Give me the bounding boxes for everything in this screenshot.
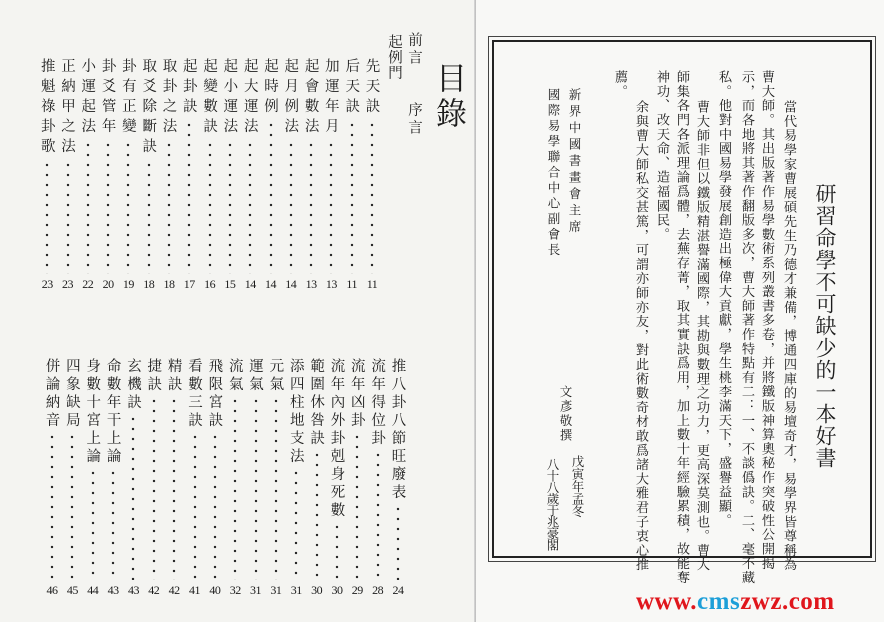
toc-entry-label: 流年內外卦剋身死數: [328, 358, 345, 520]
toc-entry-label: 加運年月: [322, 58, 339, 138]
toc-page-number: 31: [250, 583, 262, 597]
toc-leader-dots: [172, 396, 176, 580]
article-title: 研習命學不可缺少的一本好書: [813, 183, 837, 469]
toc-preface-foreword[interactable]: 前言: [406, 32, 422, 67]
toc-page-number: 43: [107, 583, 119, 597]
toc-entry[interactable]: [226, 358, 244, 598]
toc-entry-label: 起小運法: [221, 58, 238, 138]
toc-leader-dots: [45, 160, 49, 274]
toc-page-number: 32: [229, 583, 241, 597]
toc-leader-dots: [213, 432, 217, 580]
toc-leader-dots: [50, 432, 54, 580]
toc-page-number: 41: [189, 583, 200, 597]
toc-entry-label: 推魁祿卦歌: [38, 58, 55, 158]
signature-date: 戊寅年孟冬: [570, 455, 585, 518]
toc-entry-label: 先天訣: [363, 58, 380, 118]
toc-page-number: 30: [331, 583, 343, 597]
toc-entry[interactable]: [389, 358, 407, 598]
toc-section-heading: 起例門: [386, 34, 402, 81]
toc-page-number: 20: [102, 277, 114, 291]
toc-entry-label: 起時例: [262, 58, 278, 118]
toc-entry-label: 推八卦八節旺廢表: [389, 358, 406, 502]
toc-entry[interactable]: [59, 58, 77, 292]
toc-entry[interactable]: [79, 58, 97, 292]
toc-entry-label: 卦爻管年: [99, 58, 116, 138]
toc-leader-dots: [350, 120, 354, 274]
toc-leader-dots: [187, 120, 191, 274]
toc-entry[interactable]: [84, 358, 102, 598]
toc-leader-dots: [228, 140, 232, 274]
toc-leader-dots: [66, 160, 70, 274]
toc-entry[interactable]: [104, 358, 122, 598]
toc-page-number: 28: [372, 583, 384, 597]
toc-page-number: 22: [82, 277, 94, 291]
toc-page-number: 13: [325, 277, 337, 291]
toc-entry[interactable]: [63, 358, 81, 598]
toc-entry-label: 后天訣: [343, 58, 360, 118]
toc-entry-label: 正納甲之法: [59, 58, 75, 158]
toc-entry-label: 添四柱地支法: [287, 358, 304, 466]
toc-entry-label: 捷訣: [145, 358, 162, 394]
toc-page-number: 43: [127, 583, 139, 597]
toc-entry-label: 飛限宮訣: [206, 358, 223, 430]
toc-leader-dots: [335, 522, 339, 580]
toc-page-number: 13: [305, 277, 317, 291]
toc-page-number: 16: [204, 277, 216, 291]
toc-leader-dots: [208, 140, 212, 274]
toc-leader-dots: [131, 414, 135, 580]
toc-title: 目錄: [430, 62, 466, 132]
toc-entry-label: 取爻除斷訣: [140, 58, 157, 158]
watermark: [636, 588, 835, 616]
toc-leader-dots: [370, 120, 374, 274]
toc-entry-label: 流年凶卦: [348, 358, 365, 430]
toc-entry-label: 元氣: [267, 358, 284, 394]
toc-entry[interactable]: [348, 358, 366, 598]
toc-leader-dots: [396, 504, 400, 580]
toc-entry-label: 命數年干上論: [104, 358, 121, 466]
toc-leader-dots: [126, 140, 130, 274]
toc-page-number: 24: [392, 583, 404, 597]
toc-leader-dots: [269, 120, 273, 274]
toc-leader-dots: [376, 450, 380, 580]
toc-leader-dots: [294, 468, 298, 580]
article-paragraph-column: 師集各門各派理論爲體，去蕪存菁，取其實訣爲用，加上數十年經驗累積，故能奪: [674, 70, 689, 585]
toc-entry-label: 起會數法: [302, 58, 319, 138]
article-paragraph-column: 薦。: [612, 70, 627, 99]
toc-leader-dots: [254, 396, 258, 580]
toc-page-number: 23: [41, 277, 53, 291]
toc-entry[interactable]: [328, 358, 346, 598]
toc-entry[interactable]: [99, 58, 117, 292]
toc-entry[interactable]: [206, 358, 224, 598]
toc-entry-label: 起月例法: [282, 58, 299, 138]
toc-leader-dots: [193, 432, 197, 580]
toc-page-number: 11: [366, 277, 378, 291]
toc-page-number: 46: [46, 583, 58, 597]
toc-leader-dots: [289, 140, 293, 274]
toc-page-number: 14: [285, 277, 297, 291]
watermark-prefix: www.: [636, 588, 698, 615]
article-paragraph-column: 余與曹大師私交甚篤，可謂亦師亦友，對此術數奇材敢爲諸大雅君子衷心推: [633, 100, 648, 572]
toc-leader-dots: [233, 396, 237, 580]
watermark-mid: cms: [697, 588, 741, 615]
toc-entry-label: 卦有正變: [119, 58, 136, 138]
toc-entry-label: 起卦訣: [180, 58, 197, 118]
toc-entry-label: 範圍休咎訣: [308, 358, 325, 448]
article-paragraph-column: 示，而各地將其著作翻版多次，曹大師著作特點有二：一、不談僞訣。二、毫不藏: [739, 70, 754, 585]
toc-leader-dots: [152, 396, 156, 580]
toc-leader-dots: [91, 468, 95, 580]
toc-page-number: 11: [346, 277, 357, 291]
toc-entry[interactable]: [119, 58, 137, 292]
article-paragraph-column: 神功、改天命、造福國民。: [654, 70, 669, 242]
toc-leader-dots: [248, 140, 252, 274]
toc-page-number: 14: [265, 277, 276, 291]
toc-page-number: 14: [244, 277, 256, 291]
toc-page-number: 29: [351, 583, 363, 597]
toc-entry[interactable]: [363, 58, 381, 292]
toc-page-number: 19: [122, 277, 134, 291]
article-paragraph-column: 曹大師非但以鐵版精湛譽滿國際，其勘與數理之功力，更高深莫測也。曹大: [694, 100, 709, 572]
toc-page-number: 15: [224, 277, 236, 291]
toc-leader-dots: [274, 396, 278, 580]
toc-entry-label: 玄機訣: [124, 358, 141, 412]
toc-leader-dots: [329, 140, 333, 274]
article-paragraph-column: 曹大師。其出版著作易學數術系列叢書多卷，并將鐵版神算奧秘作突破性公開揭: [759, 70, 774, 571]
toc-entry[interactable]: [241, 58, 259, 292]
toc-entry-label: 運氣: [247, 358, 264, 394]
toc-page-number: 30: [311, 583, 323, 597]
toc-leader-dots: [355, 432, 359, 580]
toc-entry[interactable]: [180, 58, 198, 292]
toc-page-number: 18: [143, 277, 155, 291]
toc-entry[interactable]: [165, 358, 183, 598]
toc-page-number: 42: [148, 583, 160, 597]
watermark-suffix: zwz.com: [740, 588, 835, 615]
toc-entry-label: 併論納音: [43, 358, 60, 430]
toc-preface-preface[interactable]: 序言: [406, 102, 422, 137]
signature-place: 八十八歲于兆豪閣: [545, 458, 560, 550]
toc-leader-dots: [309, 140, 313, 274]
toc-leader-dots: [147, 160, 151, 274]
toc-entry-label: 起變數訣: [201, 58, 218, 138]
toc-entry[interactable]: [262, 58, 280, 292]
toc-leader-dots: [167, 140, 171, 274]
toc-page-number: 18: [163, 277, 175, 291]
toc-entry-label: 看數三訣: [186, 358, 202, 430]
toc-page-number: 17: [183, 277, 195, 291]
toc-page-number: 42: [168, 583, 180, 597]
toc-page-number: 40: [209, 583, 221, 597]
toc-entry[interactable]: [302, 58, 320, 292]
toc-leader-dots: [70, 432, 74, 580]
toc-entry[interactable]: [343, 58, 361, 292]
signature-author: 文彥敬撰: [558, 385, 573, 443]
toc-entry[interactable]: [369, 358, 387, 598]
toc-entry-label: 取卦之法: [160, 58, 177, 138]
toc-entry[interactable]: [43, 358, 61, 598]
toc-entry-label: 精訣: [165, 358, 182, 394]
toc-entry[interactable]: [247, 358, 265, 598]
toc-leader-dots: [106, 140, 110, 274]
toc-entry[interactable]: [201, 58, 219, 292]
toc-entry[interactable]: [322, 58, 340, 292]
toc-leader-dots: [111, 468, 115, 580]
toc-leader-dots: [86, 140, 90, 274]
toc-page-number: 31: [290, 583, 302, 597]
signature-title-1: 新界中國書畫會主席: [567, 88, 582, 237]
toc-page-number: 31: [270, 583, 282, 597]
toc-entry[interactable]: [308, 358, 326, 598]
toc-entry-label: 流氣: [226, 358, 243, 394]
toc-entry-label: 四象缺局: [63, 358, 80, 430]
article-paragraph-column: 當代易學家曹展碩先生乃德才兼備，博通四庫的易壇奇才，易學界皆尊稱為: [781, 100, 796, 572]
toc-entry[interactable]: [124, 358, 142, 598]
toc-entry-label: 流年得位卦: [369, 358, 386, 448]
toc-entry[interactable]: [221, 58, 239, 292]
toc-entry[interactable]: [267, 358, 285, 598]
toc-entry[interactable]: [282, 58, 300, 292]
toc-page-number: 45: [66, 583, 78, 597]
toc-page-number: 23: [62, 277, 73, 291]
article-paragraph-column: 私。他對中國易學發展創造出極偉大貢獻，學生桃李滿天下，盛譽益顯。: [716, 70, 731, 528]
toc-entry[interactable]: [38, 58, 56, 292]
toc-entry[interactable]: [287, 358, 305, 598]
toc-page-number: 44: [87, 583, 99, 597]
toc-entry-label: 小運起法: [79, 58, 96, 138]
toc-entry[interactable]: [140, 58, 158, 292]
toc-entry[interactable]: [160, 58, 178, 292]
toc-entry-label: 身數十宮上論: [84, 358, 101, 466]
toc-entry[interactable]: [145, 358, 163, 598]
toc-entry-label: 起大運法: [241, 58, 258, 138]
signature-title-2: 國際易學聯合中心副會長: [546, 88, 561, 259]
toc-leader-dots: [315, 450, 319, 580]
toc-entry[interactable]: [186, 358, 204, 598]
